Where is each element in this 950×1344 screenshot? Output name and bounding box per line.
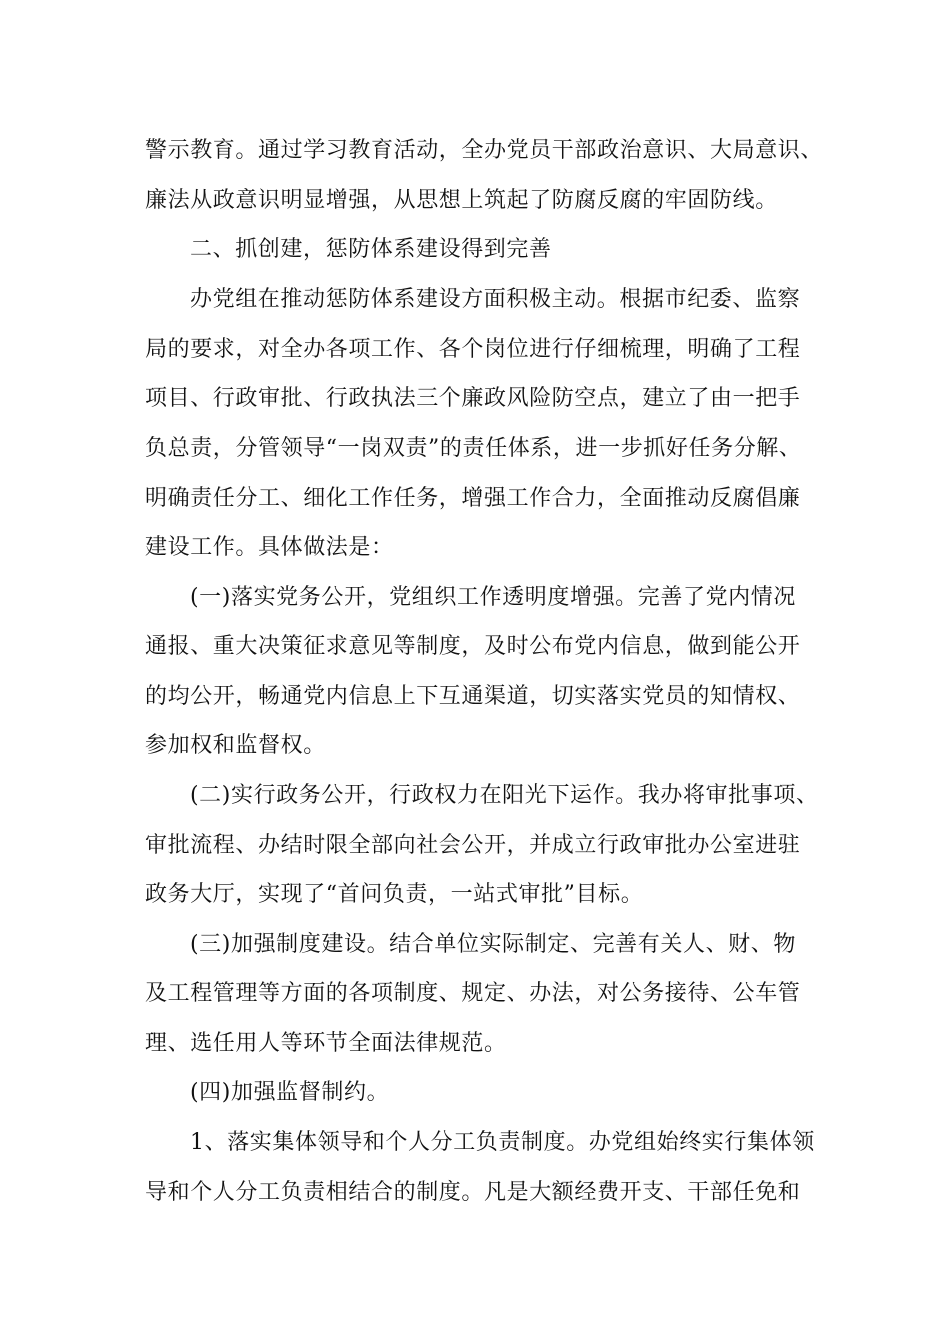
text-line: 政务大厅，实现了“首问负责，一站式审批”目标。: [145, 882, 644, 907]
text-line: 警示教育。通过学习教育活动，全办党员干部政治意识、大局意识、: [145, 138, 824, 163]
text-line: (二)实行政务公开，行政权力在阳光下运作。我办将审批事项、: [190, 783, 819, 808]
text-line: 理、选任用人等环节全面法律规范。: [145, 1031, 507, 1056]
text-line: 审批流程、办结时限全部向社会公开，并成立行政审批办公室进驻: [145, 833, 801, 858]
text-line: (一)落实党务公开，党组织工作透明度增强。完善了党内情况: [190, 585, 796, 610]
text-line: (四)加强监督制约。: [190, 1080, 390, 1105]
text-line: 1、落实集体领导和个人分工负责制度。办党组始终实行集体领: [190, 1130, 815, 1155]
text-line: 参加权和监督权。: [145, 733, 326, 758]
text-line: 通报、重大决策征求意见等制度，及时公布党内信息，做到能公开: [145, 634, 801, 659]
text-line: 办党组在推动惩防体系建设方面积极主动。根据市纪委、监察: [190, 287, 801, 312]
text-line: (三)加强制度建设。结合单位实际制定、完善有关人、财、物: [190, 932, 796, 957]
text-line: 导和个人分工负责相结合的制度。凡是大额经费开支、干部任免和: [145, 1180, 801, 1205]
section-heading: 二、抓创建，惩防体系建设得到完善: [190, 237, 552, 262]
text-line: 的均公开，畅通党内信息上下互通渠道，切实落实党员的知情权、: [145, 684, 801, 709]
text-line: 项目、行政审批、行政执法三个廉政风险防空点，建立了由一把手: [145, 386, 801, 411]
text-line: 廉法从政意识明显增强，从思想上筑起了防腐反腐的牢固防线。: [145, 188, 778, 213]
text-line: 及工程管理等方面的各项制度、规定、办法，对公务接待、公车管: [145, 981, 801, 1006]
text-line: 建设工作。具体做法是：: [145, 535, 394, 560]
text-line: 明确责任分工、细化工作任务，增强工作合力，全面推动反腐倡廉: [145, 486, 801, 511]
text-line: 局的要求，对全办各项工作、各个岗位进行仔细梳理，明确了工程: [145, 337, 801, 362]
text-line: 负总责，分管领导“一岗双责”的责任体系，进一步抓好任务分解、: [145, 436, 802, 461]
